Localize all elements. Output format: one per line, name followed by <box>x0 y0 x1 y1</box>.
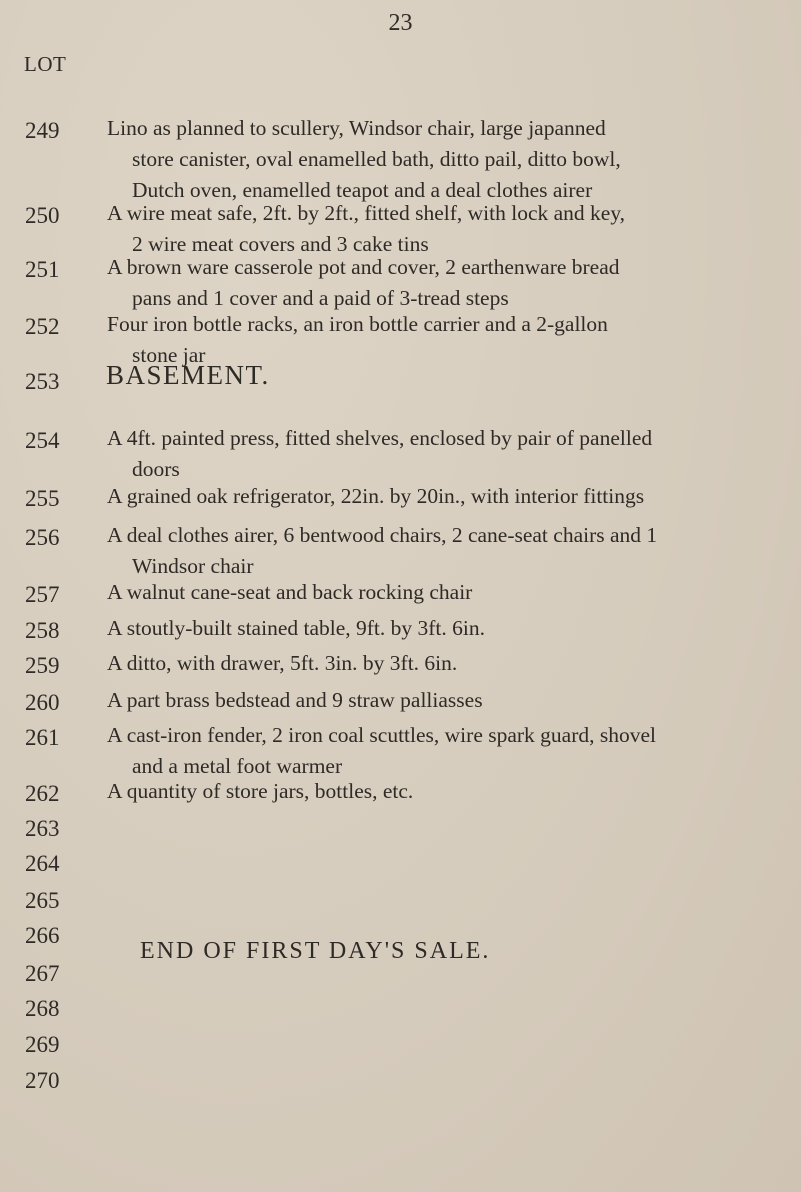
lot-number: 254 <box>25 428 60 453</box>
lot-description-line: A part brass bedstead and 9 straw palliasses <box>107 688 483 712</box>
lot-description-line: A quantity of store jars, bottles, etc. <box>107 779 414 803</box>
lot-column-heading: LOT <box>24 52 67 76</box>
lot-description-line: Four iron bottle racks, an iron bottle carrier and a 2-gallon <box>107 312 608 336</box>
lot-number: 265 <box>25 888 60 913</box>
lot-number: 269 <box>25 1032 60 1057</box>
lot-description <box>107 423 667 485</box>
lot-description <box>107 613 667 644</box>
lot-description-line: A cast-iron fender, 2 iron coal scuttles, wire spark guard, shovel <box>107 723 657 747</box>
lot-description-line: and a metal foot warmer <box>132 754 343 778</box>
lot-number: 270 <box>25 1068 60 1093</box>
lot-description-line: A walnut cane-seat and back rocking chair <box>107 580 473 604</box>
lot-description-line: A ditto, with drawer, 5ft. 3in. by 3ft. 6in. <box>107 651 458 675</box>
lot-description <box>107 520 667 582</box>
lot-number: 259 <box>25 653 60 678</box>
lot-description-line: 2 wire meat covers and 3 cake tins <box>132 232 429 256</box>
lot-description <box>107 252 667 314</box>
lot-description-line: A wire meat safe, 2ft. by 2ft., fitted shelf, with lock and key, <box>107 201 626 225</box>
lot-number: 262 <box>25 781 60 806</box>
lot-description-line: doors <box>132 457 180 481</box>
lot-description <box>107 481 667 512</box>
lot-description-line: A brown ware casserole pot and cover, 2 earthenware bread <box>107 255 620 279</box>
lot-description-line: Lino as planned to scullery, Windsor chair, large japanned <box>107 116 606 140</box>
lot-description <box>107 198 667 260</box>
lot-description-line: Dutch oven, enamelled teapot and a deal clothes airer <box>132 178 593 202</box>
lot-number: 261 <box>25 725 60 750</box>
lot-number: 264 <box>25 851 60 876</box>
lot-number: 257 <box>25 582 60 607</box>
lot-number: 255 <box>25 486 60 511</box>
lot-description <box>107 577 667 608</box>
lot-description-line: stone jar <box>132 343 206 367</box>
lot-description-line: pans and 1 cover and a paid of 3-tread steps <box>132 286 509 310</box>
lot-number: 266 <box>25 923 60 948</box>
lot-description <box>107 309 667 371</box>
lot-number: 253 <box>25 369 60 394</box>
lot-number: 260 <box>25 690 60 715</box>
lot-number: 252 <box>25 314 60 339</box>
lot-number: 256 <box>25 525 60 550</box>
lot-description <box>107 720 667 782</box>
end-of-sale-text: END OF FIRST DAY'S SALE. <box>140 938 491 964</box>
lot-number: 258 <box>25 618 60 643</box>
lot-number: 267 <box>25 961 60 986</box>
lot-number: 251 <box>25 257 60 282</box>
lot-description <box>107 648 667 679</box>
lot-number: 263 <box>25 816 60 841</box>
lot-description <box>107 685 667 716</box>
lot-description <box>107 113 667 206</box>
lot-description-line: Windsor chair <box>132 554 254 578</box>
lot-description-line: A stoutly-built stained table, 9ft. by 3ft. 6in. <box>107 616 486 640</box>
lot-description-line: A grained oak refrigerator, 22in. by 20in., with interior fittings <box>107 484 645 508</box>
page-number: 23 <box>388 10 413 36</box>
lot-number: 250 <box>25 203 60 228</box>
lot-number: 268 <box>25 996 60 1021</box>
lot-description-line: A deal clothes airer, 6 bentwood chairs, 2 cane-seat chairs and 1 <box>107 523 658 547</box>
lot-description-line: A 4ft. painted press, fitted shelves, enclosed by pair of panelled <box>107 426 653 450</box>
lot-number: 249 <box>25 118 60 143</box>
lot-description-line: store canister, oval enamelled bath, ditto pail, ditto bowl, <box>132 147 621 171</box>
section-heading-basement: BASEMENT. <box>106 360 270 390</box>
lot-description <box>107 776 667 807</box>
